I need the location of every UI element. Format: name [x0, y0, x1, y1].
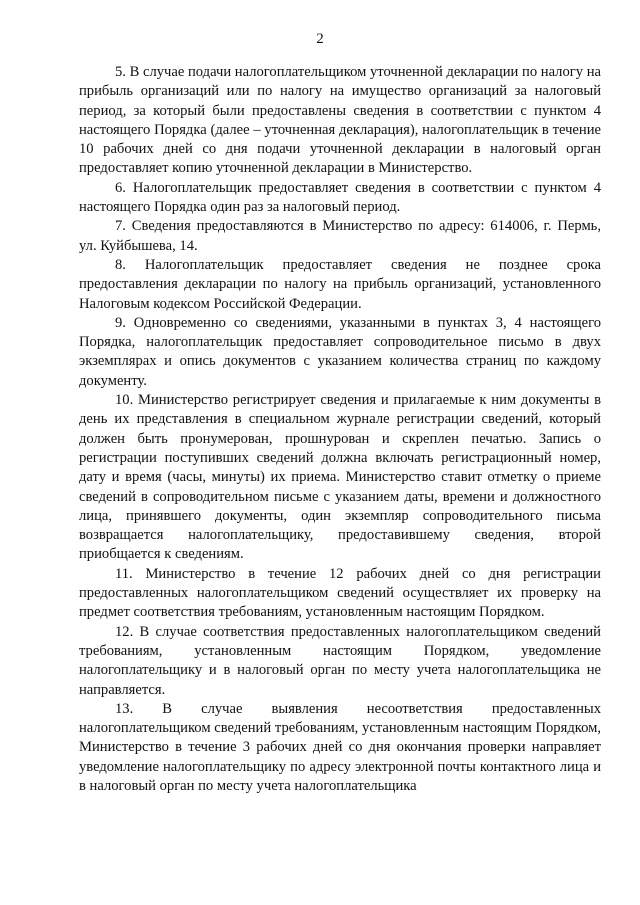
page-number: 2 [316, 31, 324, 47]
paragraph-9: 9. Одновременно со сведениями, указанными в пунктах 3, 4 настоящего Порядка, налогоплательщик предоставляет сопроводительное письмо в двух экземплярах и опись документов с указанием количества страниц по каждому документу. [79, 314, 601, 389]
paragraph-7: 7. Сведения предоставляются в Министерство по адресу: 614006, г. Пермь, ул. Куйбышева, 14. [79, 218, 601, 254]
paragraph-11: 11. Министерство в течение 12 рабочих дней со дня регистрации предоставленных налогоплательщиком сведений осуществляет их проверку на предмет соответствия требованиям, установленным настоящим Порядком. [79, 565, 601, 621]
paragraph-6: 6. Налогоплательщик предоставляет сведения в соответствии с пунктом 4 настоящего Порядка один раз за налоговый период. [79, 179, 601, 216]
paragraph-10: 10. Министерство регистрирует сведения и прилагаемые к ним документы в день их представления в специальном журнале регистрации сведений, который должен быть пронумерован, прошнурован и скреплен печатью. Запись о регистрации поступивших сведений должна включать регистрационный номер, дату и время (часы, минуты) их приема. Министерство ставит отметку о приеме сведений в сопроводительном письме с указанием даты, времени и должностного лица, принявшего документы, один экземпляр сопроводительного письма возвращается налогоплательщику, предоставившему сведения, второй приобщается к сведениям. [79, 392, 601, 563]
paragraph-12: 12. В случае соответствия предоставленных налогоплательщиком сведений требованиям, установленным настоящим Порядком, уведомление налогоплательщику и в налоговый орган по месту учета налогоплательщика не направляется. [79, 623, 601, 698]
document-body [79, 63, 601, 796]
paragraph-5: 5. В случае подачи налогоплательщиком уточненной декларации по налогу на прибыль организаций или по налогу на имущество организаций за налоговый период, за который были предоставлены сведения в соответствии с пунктом 4 настоящего Порядка (далее – уточненная декларация), налогоплательщик в течение 10 рабочих дней со дня подачи уточненной декларации в налоговый орган предоставляет копию уточненной декларации в Министерство. [79, 64, 601, 177]
paragraph-13: 13. В случае выявления несоответствия предоставленных налогоплательщиком сведений требованиям, установленным настоящим Порядком, Министерство в течение 3 рабочих дней со дня окончания проверки направляет уведомление налогоплательщику по адресу электронной почты контактного лица и в налоговый орган по месту учета налогоплательщика [79, 700, 601, 794]
paragraph-8: 8. Налогоплательщик предоставляет сведения не позднее срока предоставления декларации по налогу на прибыль организаций, установленного Налоговым кодексом Российской Федерации. [79, 256, 601, 312]
